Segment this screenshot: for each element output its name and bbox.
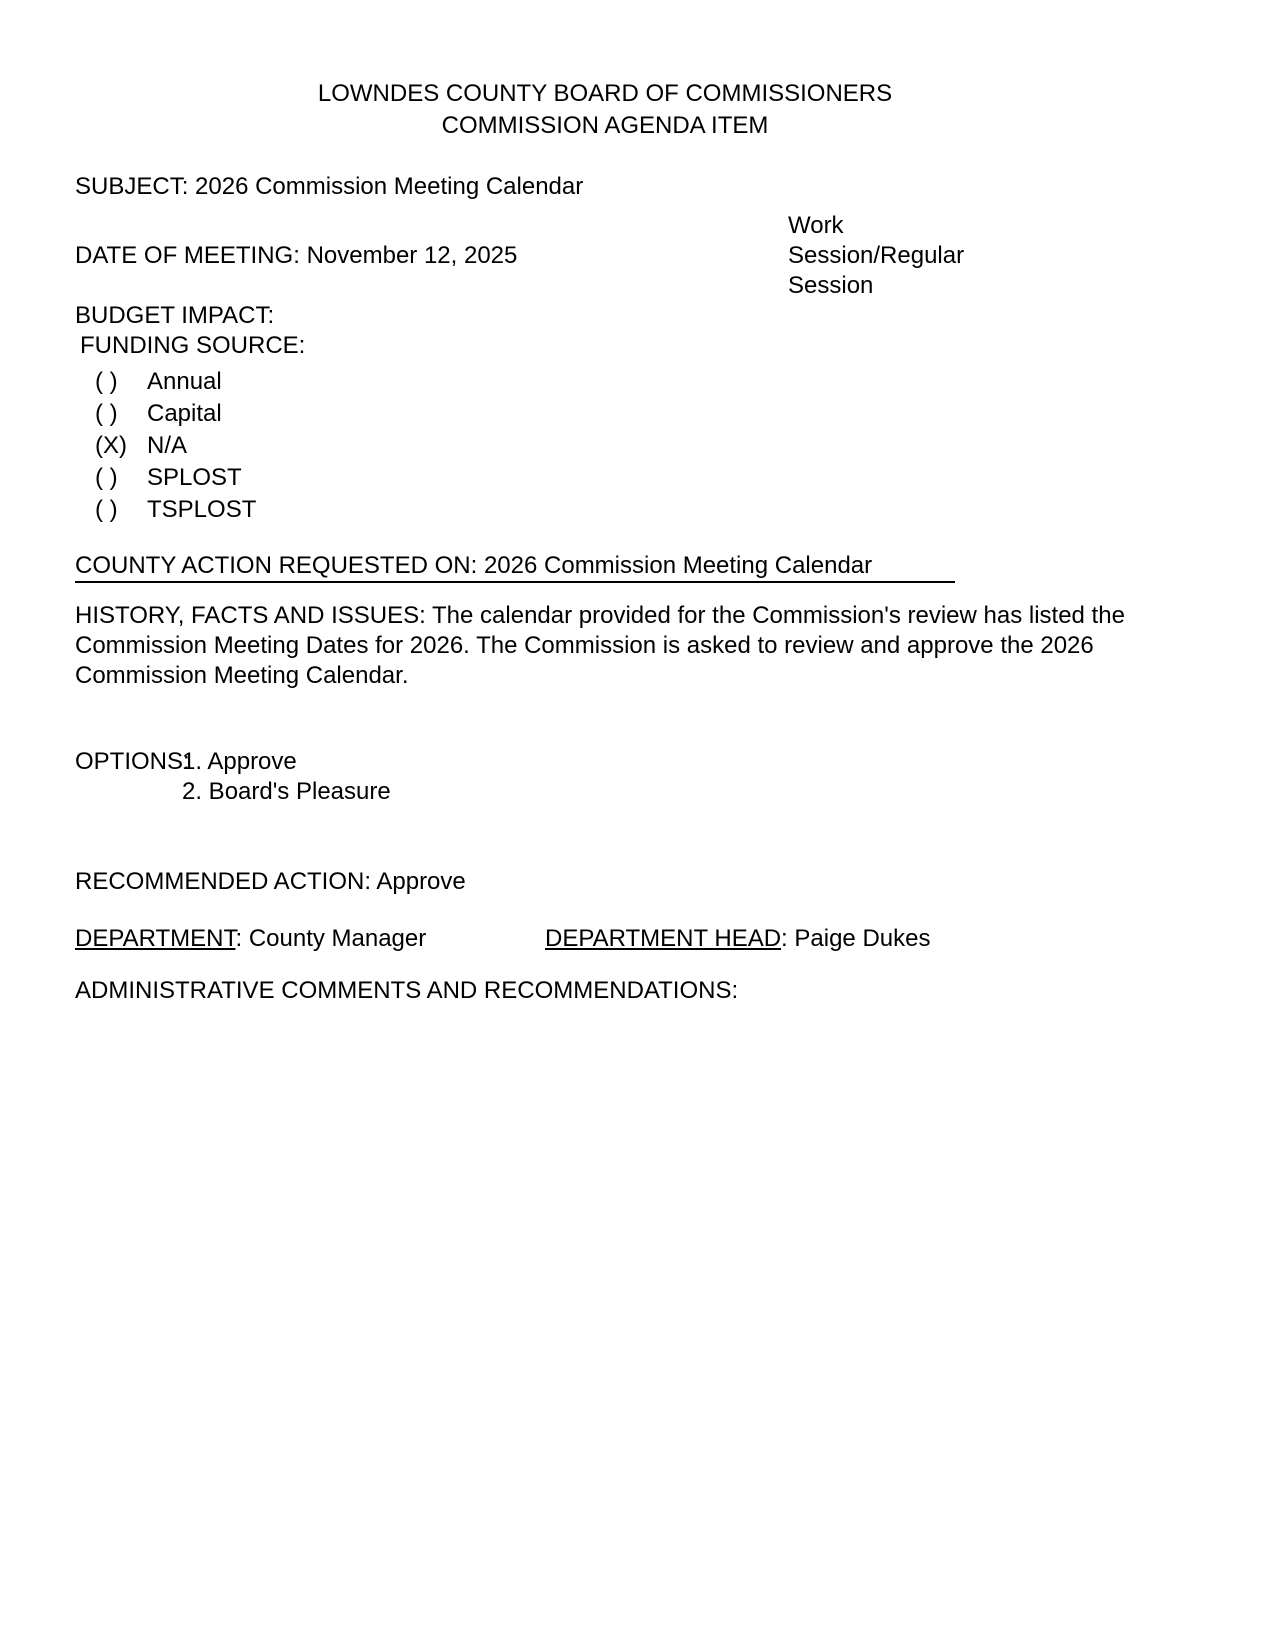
department-label: DEPARTMENT xyxy=(75,925,236,952)
department-head-label: DEPARTMENT HEAD xyxy=(545,925,782,952)
recommended-action-value: Approve xyxy=(376,868,466,895)
funding-source-row xyxy=(80,331,1135,361)
session-type-line-1: Work xyxy=(788,212,844,239)
funding-source-options xyxy=(75,366,1135,526)
county-action-row xyxy=(75,551,955,583)
county-action-value: 2026 Commission Meeting Calendar xyxy=(483,552,873,579)
checkbox-mark: ( ) xyxy=(95,496,118,523)
department-row xyxy=(75,924,1135,954)
date-of-meeting-label: DATE OF MEETING: xyxy=(75,242,300,269)
funding-source-label: FUNDING SOURCE: xyxy=(80,332,306,359)
admin-comments-label: ADMINISTRATIVE COMMENTS AND RECOMMENDATIONS: xyxy=(75,977,739,1004)
department-field xyxy=(75,925,426,952)
subject-row xyxy=(75,172,1135,202)
history-label: HISTORY, FACTS AND ISSUES: xyxy=(75,602,426,629)
options-label: OPTIONS: xyxy=(75,748,190,775)
date-of-meeting-value: November 12, 2025 xyxy=(306,242,518,269)
options-row xyxy=(75,747,1135,807)
budget-impact-row xyxy=(75,301,1135,331)
options-items xyxy=(182,747,391,807)
checkbox-mark: ( ) xyxy=(95,400,118,427)
county-action-label: COUNTY ACTION REQUESTED ON: xyxy=(75,552,478,579)
funding-option-label: TSPLOST xyxy=(147,496,257,523)
funding-option-label: N/A xyxy=(147,432,188,459)
date-of-meeting-row xyxy=(75,241,1135,271)
session-type-line-2: Session/Regular xyxy=(788,242,965,269)
checkbox-mark: ( ) xyxy=(95,464,118,491)
option-item-1: 1. Approve xyxy=(182,748,297,775)
budget-impact-label: BUDGET IMPACT: xyxy=(75,302,275,329)
subject-label: SUBJECT: xyxy=(75,173,189,200)
document-title-line1: LOWNDES COUNTY BOARD OF COMMISSIONERS xyxy=(317,80,893,107)
department-value: County Manager xyxy=(248,925,427,952)
history-paragraph xyxy=(75,601,1135,691)
department-colon: : xyxy=(235,925,243,952)
funding-option-annual xyxy=(95,366,1135,398)
department-head-value: Paige Dukes xyxy=(794,925,931,952)
admin-comments-row xyxy=(75,976,1135,1006)
funding-option-capital xyxy=(95,398,1135,430)
department-head-colon: : xyxy=(781,925,788,952)
funding-option-splost xyxy=(95,462,1135,494)
document-title xyxy=(75,78,1135,142)
funding-option-label: Annual xyxy=(147,368,222,395)
document-title-line2: COMMISSION AGENDA ITEM xyxy=(441,112,769,139)
checkbox-mark: ( ) xyxy=(95,368,118,395)
funding-option-na xyxy=(95,430,1135,462)
department-head-field xyxy=(545,924,930,954)
checkbox-mark-checked: (X) xyxy=(95,432,127,459)
session-type-line-3: Session xyxy=(788,272,874,299)
funding-option-tsplost xyxy=(95,494,1135,526)
session-type xyxy=(788,211,973,301)
option-item-2: 2. Board's Pleasure xyxy=(182,778,391,805)
history-text: The calendar provided for the Commission's review has listed the Commission Meeting Dates for 2026. The Commission is asked to review and approve the 2026 Commission Meeting Calendar. xyxy=(75,602,1125,689)
subject-value: 2026 Commission Meeting Calendar xyxy=(195,173,584,200)
funding-option-label: Capital xyxy=(147,400,222,427)
funding-option-label: SPLOST xyxy=(147,464,242,491)
recommended-action-label: RECOMMENDED ACTION: xyxy=(75,868,372,895)
recommended-action-row xyxy=(75,867,1135,897)
